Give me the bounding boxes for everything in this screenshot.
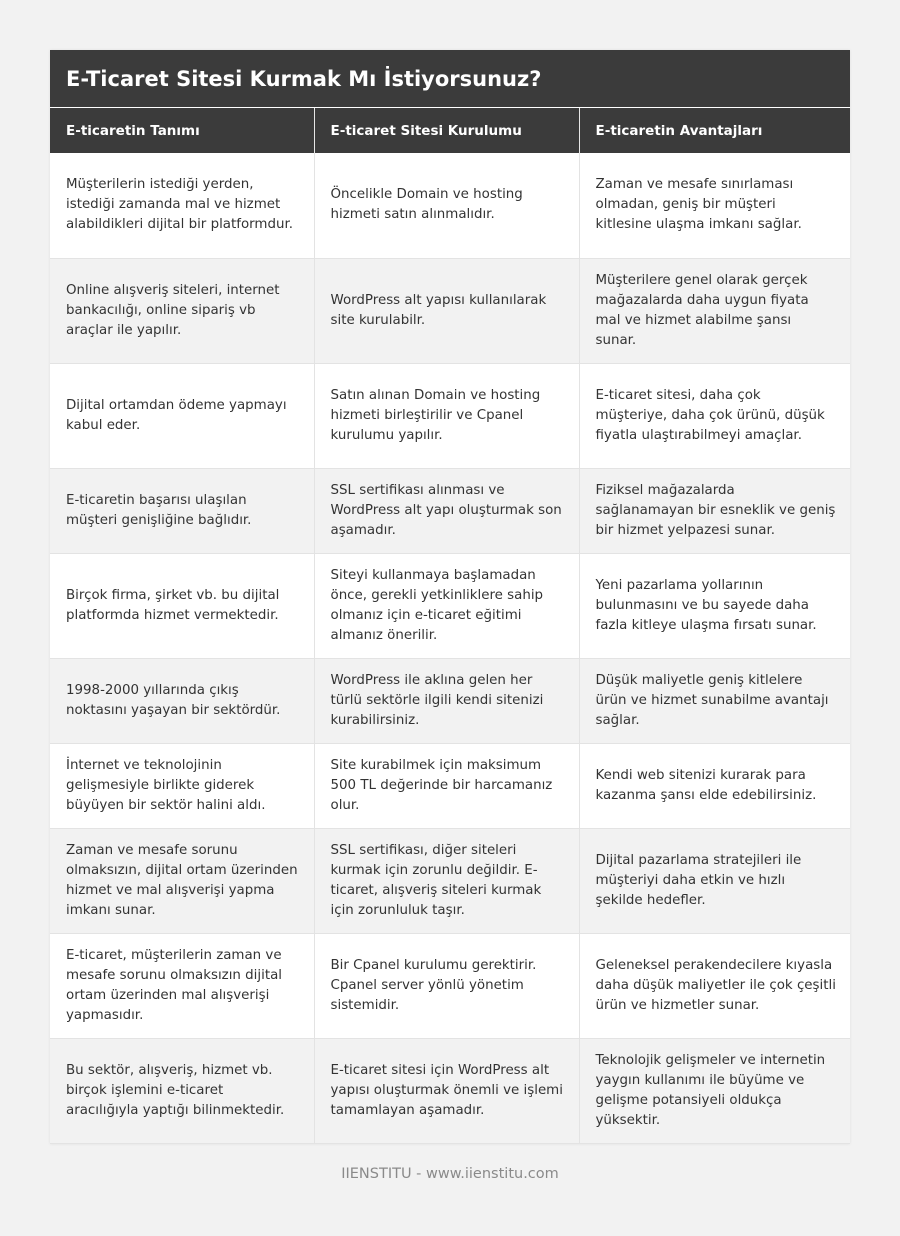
table-row — [50, 828, 850, 933]
table-cell-definition: İnternet ve teknolojinin gelişmesiyle birlikte giderek büyüyen bir sektör halini aldı. — [50, 743, 314, 828]
table-cell-definition: Zaman ve mesafe sorunu olmaksızın, dijital ortam üzerinden hizmet ve mal alışverişi yapma imkanı sunar. — [50, 828, 314, 933]
column-header-advantages: E-ticaretin Avantajları — [579, 108, 850, 153]
table-cell-definition: Birçok firma, şirket vb. bu dijital platformda hizmet vermektedir. — [50, 553, 314, 658]
table-cell-setup: WordPress ile aklına gelen her türlü sektörle ilgili kendi sitenizi kurabilirsiniz. — [314, 658, 579, 743]
table-cell-advantage: Fiziksel mağazalarda sağlanamayan bir esneklik ve geniş bir hizmet yelpazesi sunar. — [579, 468, 850, 553]
table-cell-setup: Site kurabilmek için maksimum 500 TL değerinde bir harcamanız olur. — [314, 743, 579, 828]
table-body — [50, 153, 850, 1143]
table-cell-definition: Dijital ortamdan ödeme yapmayı kabul eder. — [50, 363, 314, 468]
title-bar — [50, 50, 850, 108]
table-cell-setup: Siteyi kullanmaya başlamadan önce, gerekli yetkinliklere sahip olmanız için e-ticaret eğitimi almanız önerilir. — [314, 553, 579, 658]
table-row — [50, 258, 850, 363]
table-cell-advantage: Dijital pazarlama stratejileri ile müşteriyi daha etkin ve hızlı şekilde hedefler. — [579, 828, 850, 933]
table-row — [50, 933, 850, 1038]
table-cell-definition: E-ticaret, müşterilerin zaman ve mesafe sorunu olmaksızın dijital ortam üzerinden mal alışverişi yapmasıdır. — [50, 933, 314, 1038]
table-cell-definition: 1998-2000 yıllarında çıkış noktasını yaşayan bir sektördür. — [50, 658, 314, 743]
table-row — [50, 468, 850, 553]
footer-credit: IIENSTITU - www.iienstitu.com — [341, 1166, 559, 1182]
table-row — [50, 1038, 850, 1143]
table-cell-setup: Satın alınan Domain ve hosting hizmeti birleştirilir ve Cpanel kurulumu yapılır. — [314, 363, 579, 468]
header-row — [50, 108, 850, 153]
table-cell-advantage: Müşterilere genel olarak gerçek mağazalarda daha uygun fiyata mal ve hizmet alabilme şansı sunar. — [579, 258, 850, 363]
table-cell-setup: Bir Cpanel kurulumu gerektirir. Cpanel server yönlü yönetim sistemidir. — [314, 933, 579, 1038]
column-header-definition: E-ticaretin Tanımı — [50, 108, 314, 153]
table-cell-advantage: Düşük maliyetle geniş kitlelere ürün ve hizmet sunabilme avantajı sağlar. — [579, 658, 850, 743]
column-header-setup: E-ticaret Sitesi Kurulumu — [314, 108, 579, 153]
infographic-card — [50, 50, 850, 1144]
table-cell-advantage: Zaman ve mesafe sınırlaması olmadan, geniş bir müşteri kitlesine ulaşma imkanı sağlar. — [579, 153, 850, 258]
table-cell-setup: WordPress alt yapısı kullanılarak site kurulabilr. — [314, 258, 579, 363]
table-row — [50, 363, 850, 468]
table-cell-definition: E-ticaretin başarısı ulaşılan müşteri genişliğine bağlıdır. — [50, 468, 314, 553]
table-cell-setup: SSL sertifikası alınması ve WordPress alt yapı oluşturmak son aşamadır. — [314, 468, 579, 553]
table-cell-definition: Müşterilerin istediği yerden, istediği zamanda mal ve hizmet alabildikleri dijital bir platformdur. — [50, 153, 314, 258]
table-row — [50, 553, 850, 658]
table-cell-setup: E-ticaret sitesi için WordPress alt yapısı oluşturmak önemli ve işlemi tamamlayan aşamadır. — [314, 1038, 579, 1143]
table-cell-advantage: E-ticaret sitesi, daha çok müşteriye, daha çok ürünü, düşük fiyatla ulaştırabilmeyi amaçlar. — [579, 363, 850, 468]
table-cell-setup: SSL sertifikası, diğer siteleri kurmak için zorunlu değildir. E-ticaret, alışveriş siteleri kurmak için zorunluluk taşır. — [314, 828, 579, 933]
table-cell-advantage: Teknolojik gelişmeler ve internetin yaygın kullanımı ile büyüme ve gelişme potansiyeli oldukça yüksektir. — [579, 1038, 850, 1143]
page-title: E-Ticaret Sitesi Kurmak Mı İstiyorsunuz? — [66, 66, 542, 91]
table-cell-advantage: Geleneksel perakendecilere kıyasla daha düşük maliyetler ile çok çeşitli ürün ve hizmetler sunar. — [579, 933, 850, 1038]
table-cell-advantage: Yeni pazarlama yollarının bulunmasını ve bu sayede daha fazla kitleye ulaşma fırsatı sunar. — [579, 553, 850, 658]
table-cell-advantage: Kendi web sitenizi kurarak para kazanma şansı elde edebilirsiniz. — [579, 743, 850, 828]
table-cell-definition: Bu sektör, alışveriş, hizmet vb. birçok işlemini e-ticaret aracılığıyla yaptığı bilinmektedir. — [50, 1038, 314, 1143]
table-cell-setup: Öncelikle Domain ve hosting hizmeti satın alınmalıdır. — [314, 153, 579, 258]
table-row — [50, 153, 850, 258]
table-cell-definition: Online alışveriş siteleri, internet bankacılığı, online sipariş vb araçlar ile yapılır. — [50, 258, 314, 363]
table-row — [50, 658, 850, 743]
table-header — [50, 108, 850, 153]
table-row — [50, 743, 850, 828]
comparison-table — [50, 108, 850, 1144]
